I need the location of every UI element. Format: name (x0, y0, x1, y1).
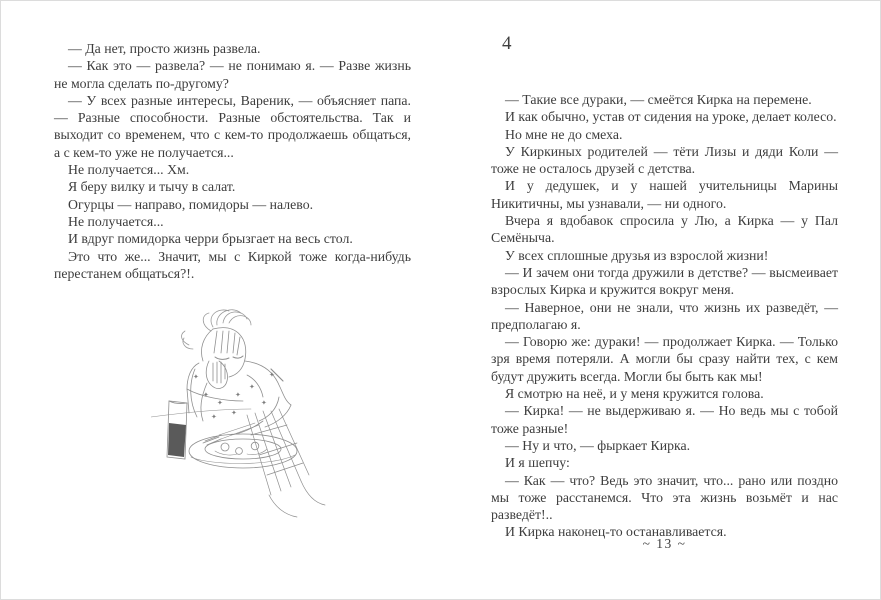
page-number: ~ 13 ~ (642, 536, 687, 551)
paragraph: У Киркиных родителей — тёти Лизы и дяди Коли — тоже не осталось друзей с детства. (491, 143, 838, 177)
paragraph: И Кирка наконец-то останавливается. (505, 524, 727, 540)
svg-text:✦: ✦ (235, 391, 241, 399)
pencil-sketch-girl-poking-salad-illustration (151, 305, 367, 531)
svg-text:✦: ✦ (249, 383, 255, 391)
paragraph: — Как это — развела? — не понимаю я. — Разве жизнь не могла сделать по-другому? (54, 58, 411, 91)
paragraph: Я беру вилку и тычу в салат. (68, 179, 236, 195)
svg-text:✦: ✦ (193, 373, 199, 381)
paragraph: У всех сплошные друзья из взрослой жизни! (505, 247, 769, 263)
paragraph: И как обычно, устав от сидения на уроке, делает колесо. (505, 109, 837, 125)
ponytail (182, 310, 251, 349)
salad-plate (189, 434, 297, 468)
paragraph: — Ну и что, — фыркает Кирка. (505, 437, 691, 453)
paragraph: — Да нет, просто жизнь развела. (68, 41, 261, 56)
paragraph: Я смотрю на неё, и у меня кружится голова. (505, 386, 764, 402)
paragraph: Не получается... Хм. (68, 162, 190, 178)
paragraph: Это что же... Значит, мы с Киркой тоже когда-нибудь перестанем общаться?!. (54, 248, 411, 281)
paragraph: — Такие все дураки, — смеётся Кирка на перемене. (505, 92, 812, 107)
svg-text:✦: ✦ (203, 391, 209, 399)
paragraph: — Наверное, они не знали, что жизнь их разведёт, — предполагаю я. (491, 299, 838, 332)
paragraph: Огурцы — направо, помидоры — налево. (68, 196, 314, 212)
paragraph: — Кирка! — не выдерживаю я. — Но ведь мы с тобой тоже разные! (491, 403, 838, 436)
right-page-text (491, 91, 838, 541)
paragraph: — Говорю же: дураки! — продолжает Кирка. — Только зря время потеряли. А могли бы сразу найти тех, с кем будут дружить всегда. Могли бы быть как мы! (491, 334, 838, 384)
paragraph: — Как — что? Ведь это значит, что... рано или поздно мы тоже расстанемся. Что эта жизнь возьмёт и нас разведёт!.. (491, 472, 838, 523)
left-page-text (54, 40, 411, 282)
chapter-number: 4 (502, 33, 512, 54)
svg-text:✦: ✦ (261, 399, 267, 407)
paragraph: Но мне не до смеха. (505, 126, 623, 142)
svg-text:✦: ✦ (269, 371, 275, 379)
svg-text:✦: ✦ (231, 409, 237, 417)
paragraph: — И зачем они тогда дружили в детстве? — высмеивает взрослых Кирка и кружится вокруг меня. (491, 264, 838, 298)
paragraph: И я шепчу: (505, 455, 570, 471)
paragraph: Не получается... (68, 213, 164, 229)
svg-text:✦: ✦ (211, 413, 217, 421)
paragraph: — У всех разные интересы, Вареник, — объясняет папа. — Разные способности. Разные обстоятельства. Так и выходит со временем, что с кем-то продолжаешь общаться, а с кем-то уже не получается... (54, 92, 411, 160)
glass-of-juice (167, 401, 187, 459)
star-print-blouse (187, 361, 291, 421)
svg-text:✦: ✦ (217, 399, 223, 407)
paragraph: И у дедушек, и у нашей учительницы Марины Никитичны, мы узнавали, — ни одного. (491, 178, 838, 211)
paragraph: И вдруг помидорка черри брызгает на весь стол. (68, 231, 353, 247)
paragraph: Вчера я вдобавок спросила у Лю, а Кирка — у Пал Семёныча. (491, 213, 838, 246)
head (201, 328, 245, 377)
